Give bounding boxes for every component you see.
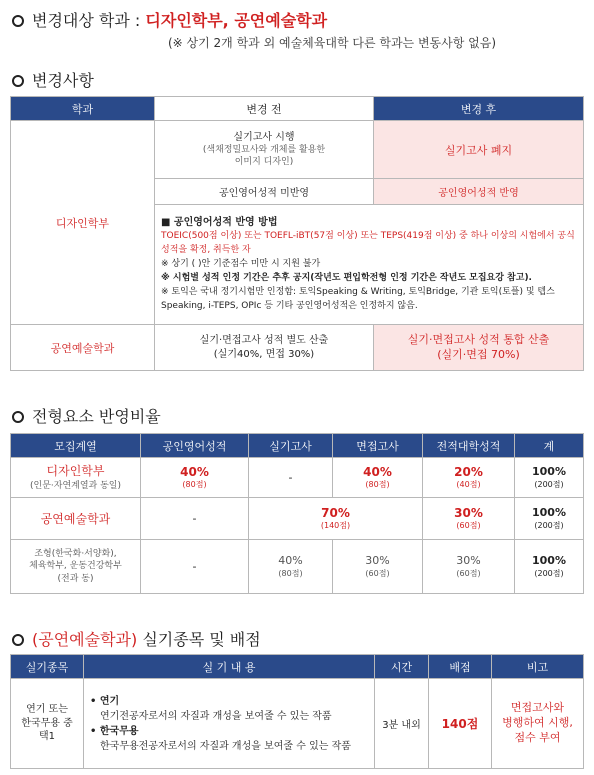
circle-bullet-icon bbox=[12, 75, 24, 87]
row2-before: 공인영어성적 미반영 bbox=[155, 179, 374, 205]
design-interview: 40% (80점) bbox=[333, 458, 423, 498]
table-row bbox=[11, 498, 584, 540]
row3-after: 실기·면접고사 성적 통합 산출 (실기·면접 70%) bbox=[374, 325, 584, 371]
design-english: 40% (80점) bbox=[141, 458, 249, 498]
row-fine-arts: 조형(한국화·서양화), 체육학부, 운동건강학부 (전과 동) bbox=[11, 540, 141, 594]
row1-after: 실기고사 폐지 bbox=[374, 121, 584, 179]
header-english: 공인영어성적 bbox=[141, 434, 249, 458]
header-interview: 면접고사 bbox=[333, 434, 423, 458]
row1-before: 실기고사 시행 (색채정밀묘사와 개체를 활용한 이미지 디자인) bbox=[155, 121, 374, 179]
ratio-table bbox=[10, 433, 584, 594]
row-design: 디자인학부 (인문·자연계열과 동일) bbox=[11, 458, 141, 498]
header-remark: 비고 bbox=[492, 655, 584, 679]
dept-performing-arts: 공연예술학과 bbox=[11, 325, 155, 371]
changes-table bbox=[10, 96, 584, 371]
section2-title: 변경사항 bbox=[12, 68, 94, 91]
header-transcript: 전적대학성적 bbox=[423, 434, 515, 458]
header-item: 실기종목 bbox=[11, 655, 84, 679]
practical-content: • 연기 연기전공자로서의 자질과 개성을 보여줄 수 있는 작품 • 한국무용 한국무용전공자로서의 자질과 개성을 보여줄 수 있는 작품 bbox=[84, 679, 375, 769]
circle-bullet-icon bbox=[12, 634, 24, 646]
circle-bullet-icon bbox=[12, 411, 24, 423]
practical-item: 연기 또는 한국무용 중 택1 bbox=[11, 679, 84, 769]
header-before: 변경 전 bbox=[155, 97, 374, 121]
perf-english: - bbox=[141, 498, 249, 540]
row-performing-arts: 공연예술학과 bbox=[11, 498, 141, 540]
practical-time: 3분 내외 bbox=[375, 679, 429, 769]
section4-title: (공연예술학과) 실기종목 및 배점 bbox=[12, 627, 261, 650]
design-practical: - bbox=[249, 458, 333, 498]
header-content: 실 기 내 용 bbox=[84, 655, 375, 679]
header-score: 배점 bbox=[429, 655, 492, 679]
target-depts: 디자인학부, 공연예술학과 bbox=[145, 11, 328, 30]
section1-note: (※ 상기 2개 학과 외 예술체육대학 다른 학과는 변동사항 없음) bbox=[168, 36, 497, 50]
fine-practical: 40% (80점) bbox=[249, 540, 333, 594]
fine-total: 100% (200점) bbox=[515, 540, 584, 594]
fine-interview: 30% (60점) bbox=[333, 540, 423, 594]
row3-before: 실기·면접고사 성적 별도 산출 (실기40%, 면접 30%) bbox=[155, 325, 374, 371]
practical-remark: 면접고사와 병행하여 시행, 점수 부여 bbox=[492, 679, 584, 769]
circle-bullet-icon bbox=[12, 15, 24, 27]
table-row bbox=[11, 458, 584, 498]
design-total: 100% (200점) bbox=[515, 458, 584, 498]
perf-combined: 70% (140점) bbox=[249, 498, 423, 540]
perf-transcript: 30% (60점) bbox=[423, 498, 515, 540]
header-time: 시간 bbox=[375, 655, 429, 679]
header-total: 계 bbox=[515, 434, 584, 458]
section3-title: 전형요소 반영비율 bbox=[12, 404, 161, 427]
header-practical: 실기고사 bbox=[249, 434, 333, 458]
english-method: ■ 공인영어성적 반영 방법 TOEIC(500점 이상) 또는 TOEFL-iBT(57점 이상) 또는 TEPS(419점 이상) 중 하나 이상의 시험에서 공식성적을 확정, 취득한 자 ※ 상기 ( )안 기준점수 미만 시 지원 불가 ※ 시험별 성적 인정 기간은 추후 공지(작년도 편입학전형 인정 기간은 작년도 모집요강 참고). ※ 토익은 국내 정기시험만 인정함: 토익Speaking & Writing, 토익Bridge, 기관 토익(토플) 및 텝스 Speaking, i-TEPS, OPIc 등 기타 공인영어성적은 인정하지 않음. bbox=[155, 205, 584, 325]
table-row bbox=[11, 540, 584, 594]
section1-title: 변경대상 학과 : 디자인학부, 공연예술학과 bbox=[12, 8, 327, 31]
practical-score: 140점 bbox=[429, 679, 492, 769]
fine-transcript: 30% (60점) bbox=[423, 540, 515, 594]
design-transcript: 20% (40점) bbox=[423, 458, 515, 498]
fine-english: - bbox=[141, 540, 249, 594]
dept-design: 디자인학부 bbox=[11, 121, 155, 325]
practical-table bbox=[10, 654, 584, 769]
row2-after: 공인영어성적 반영 bbox=[374, 179, 584, 205]
perf-total: 100% (200점) bbox=[515, 498, 584, 540]
header-dept: 학과 bbox=[11, 97, 155, 121]
header-category: 모집계열 bbox=[11, 434, 141, 458]
header-after: 변경 후 bbox=[374, 97, 584, 121]
